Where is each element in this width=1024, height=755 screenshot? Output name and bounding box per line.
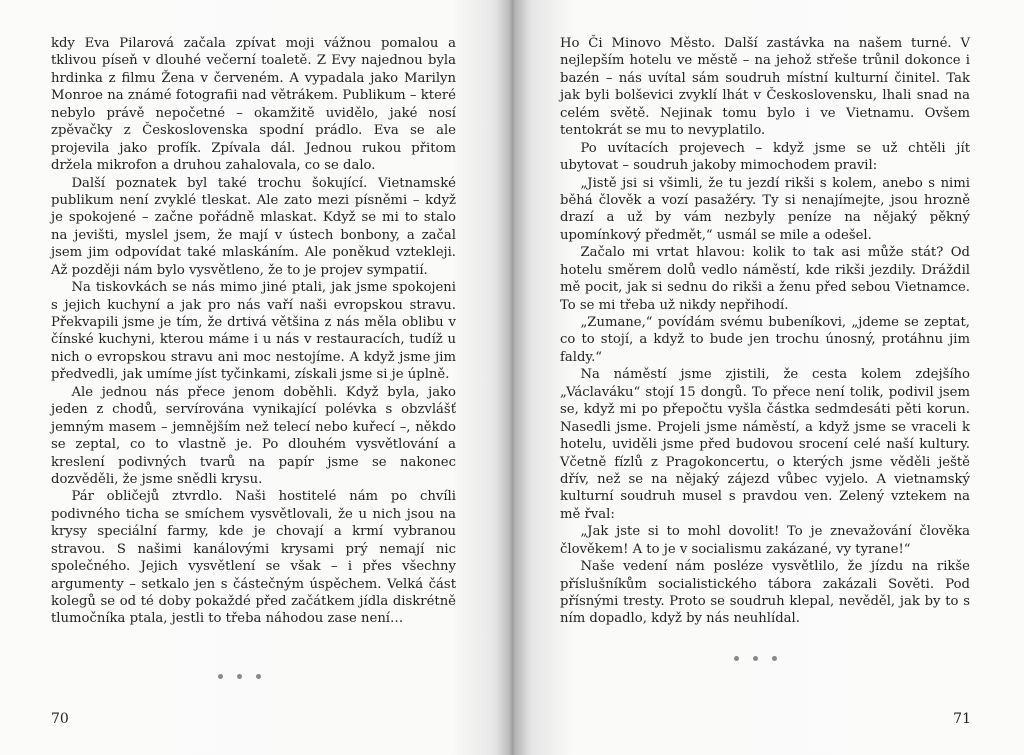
section-break-dots bbox=[734, 656, 777, 661]
page-number-right: 71 bbox=[953, 711, 971, 727]
paragraph: „Zumane,“ povídám svému bubeníkovi, „jdeme se zeptat, co to stojí, a když to bude jen trochu únosný, protáhnu jim faldy.“ bbox=[560, 315, 970, 365]
dot bbox=[256, 674, 261, 679]
paragraph: Na tiskovkách se nás mimo jiné ptali, jak jsme spokojeni s jejich kuchyní a jak pro nás vaří naši evropskou stravu. Překvapili jsme je tím, že drtivá většina z nás měla oblibu v čínské kuchyni, kterou máme i u nás v restauracích, tudíž u nich o evropskou stravu ani moc nestojíme. A když jsme jim předvedli, jak umíme jíst tyčinkami, získali jsme si je úplně. bbox=[51, 280, 456, 383]
dot bbox=[734, 656, 739, 661]
paragraph: „Jak jste si to mohl dovolit! To je znevažování člověka člověkem! A to je v socialismu zakázané, vy tyrane!“ bbox=[560, 524, 970, 557]
paragraph: Ho Či Minovo Město. Další zastávka na našem turné. V nejlepším hotelu ve městě – na jehož střeše trůnil dokonce i bazén – nás uvítal sám soudruh místní kulturní činitel. Tak jak byli bolševici zvyklí lhát v Československu, lhali snad na celém světě. Nejinak tomu bylo i ve Vietnamu. Ovšem tentokrát se mu to nevyplatilo. bbox=[560, 36, 970, 139]
section-break-dots bbox=[218, 674, 261, 679]
paragraph: Další poznatek byl také trochu šokující. Vietnamské publikum není zvyklé tleskat. Ale zato mezi písněmi – když je spokojené – začne pořádně mlaskat. Když se mi to stalo na jevišti, myslel jsem, že mají v ústech bonbony, a začal jsem jim odpovídat také mlaskáním. Ale poněkud vztekleji. Až později nám bylo vysvětleno, že to je projev sympatií. bbox=[51, 175, 456, 278]
right-page-text bbox=[560, 35, 970, 628]
paragraph: Začalo mi vrtat hlavou: kolik to tak asi může stát? Od hotelu směrem dolů vedlo náměstí, kde rikši jezdily. Dráždil mě pocit, jak si sednu do rikši a ženu před sebou Vietnamce. To se mi třeba už nikdy nepřihodí. bbox=[560, 245, 970, 313]
paragraph: „Jistě jsi si všimli, že tu jezdí rikši s kolem, anebo s nimi běhá člověk a vozí pasažéry. Ty si nenajímejte, jsou hrozně drazí a už by vám nezbyly peníze na nějaký pěkný upomínkový předmět,“ usmál se mile a odešel. bbox=[560, 175, 970, 243]
paragraph: Pár obličejů ztvrdlo. Naši hostitelé nám po chvíli podivného ticha se smíchem vysvětlovali, že u nich jsou na krysy speciální farmy, kde je chovají a krmí vybranou stravou. S našimi kanálovými krysami prý nemají nic společného. Jejich vysvětlení se však – i přes všechny argumenty – setkalo jen s částečným úspěchem. Velká část kolegů se od té doby pokaždé před začátkem jídla diskrétně tlumočníka ptala, jestli to třeba náhodou zase není… bbox=[51, 489, 456, 627]
dot bbox=[218, 674, 223, 679]
paragraph: kdy Eva Pilarová začala zpívat moji vážnou pomalou a tklivou píseň v dlouhé večerní toaletě. Z Evy najednou byla hrdinka z filmu Žena v červeném. A vypadala jako Marilyn Monroe na známé fotografii nad větrákem. Publikum – které nebylo právě nepočetné – okamžitě uvidělo, jaké nosí zpěvačky z Československa spodní prádlo. Eva se ale projevila jako profík. Zpívala dál. Jednou rukou přitom držela mikrofon a druhou zahalovala, co se dalo. bbox=[51, 36, 456, 174]
paragraph: Ale jednou nás přece jenom doběhli. Když byla, jako jeden z chodů, servírována vynikající polévka s obzvlášť jemným masem – jemnějším než telecí nebo kuřecí –, někdo se zeptal, co to vlastně je. Po dlouhém vysvětlování a kreslení podivných tvarů na papír jsme se nakonec dozvěděli, že jsme snědli krysu. bbox=[51, 384, 456, 487]
paragraph: Po uvítacích projevech – když jsme se už chtěli jít ubytovat – soudruh jakoby mimochodem pravil: bbox=[560, 140, 970, 174]
right-page bbox=[512, 0, 1024, 755]
left-page-text bbox=[51, 35, 456, 628]
dot bbox=[753, 656, 758, 661]
dot bbox=[237, 674, 242, 679]
page-number-left: 70 bbox=[51, 711, 69, 727]
paragraph: Naše vedení nám posléze vysvětlilo, že jízdu na rikše příslušníkům socialistického tábora zakázali Sověti. Pod přísnými tresty. Proto se soudruh klepal, nevěděl, jak by to s ním dopadlo, když by nás neuhlídal. bbox=[560, 559, 970, 627]
dot bbox=[772, 656, 777, 661]
paragraph: Na náměstí jsme zjistili, že cesta kolem zdejšího „Václaváku“ stojí 15 dongů. To přece není tolik, podivil jsem se, když mi po přepočtu vyšla částka sedmdesáti pěti korun. Nasedli jsme. Projeli jsme náměstí, a když jsme se vraceli k hotelu, uviděli jsme před budovou srocení celé naší kultury. Včetně fízlů z Pragokoncertu, o kterých jsme věděli ještě dřív, než se na nějaký zájezd vůbec vyjelo. A vietnamský kulturní soudruh musel s pravdou ven. Zelený vztekem na mě řval: bbox=[560, 367, 970, 522]
